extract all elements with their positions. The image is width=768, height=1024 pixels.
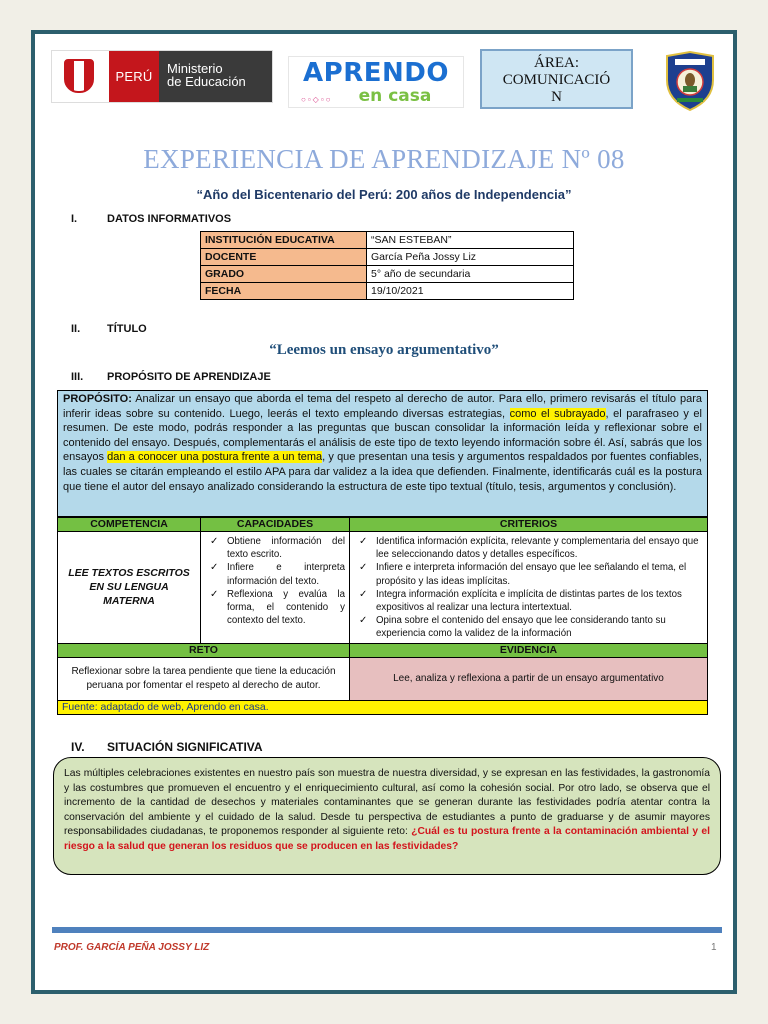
page-subtitle: “Año del Bicentenario del Perú: 200 años de Independencia” bbox=[196, 187, 572, 202]
section-proposito bbox=[71, 371, 271, 383]
list-item: ✓ Infiere e interpreta información del ensayo que lee señalando el tema, el propósito y las ideas implícitas. bbox=[354, 561, 703, 587]
datos-key: GRADO bbox=[201, 266, 367, 283]
section-number: III. bbox=[71, 371, 84, 383]
table-row bbox=[201, 283, 574, 300]
page-title: EXPERIENCIA DE APRENDIZAJE Nº 08 bbox=[143, 144, 625, 174]
list-item: ✓ Opina sobre el contenido del ensayo que lee considerando tanto su experiencia como la validez de la información bbox=[354, 614, 703, 640]
section-number: IV. bbox=[71, 740, 85, 754]
section-label: SITUACIÓN SIGNIFICATIVA bbox=[107, 740, 263, 754]
minedu-logo bbox=[51, 50, 273, 103]
en-casa-text: en casa bbox=[358, 86, 432, 106]
source-note: Fuente: adaptado de web, Aprendo en casa. bbox=[58, 700, 708, 714]
header-reto: RETO bbox=[58, 643, 350, 657]
list-item: ✓ Infiere e interpreta información del texto. bbox=[205, 561, 345, 587]
highlighted-text: dan a conocer una postura frente a un tema bbox=[107, 451, 323, 464]
area-line2: COMUNICACIÓ bbox=[502, 72, 611, 88]
peru-label: PERÚ bbox=[109, 51, 159, 102]
reto-text: Reflexionar sobre la tarea pendiente que tiene la educación peruana por fomentar el respeto al derecho de autor. bbox=[58, 657, 350, 700]
capacidades-cell bbox=[201, 532, 350, 644]
footer-author: PROF. GARCÍA PEÑA JOSSY LIZ bbox=[54, 942, 210, 953]
table-row bbox=[58, 532, 708, 644]
evidencia-text: Lee, analiza y reflexiona a partir de un ensayo argumentativo bbox=[350, 657, 708, 700]
section-label: PROPÓSITO DE APRENDIZAJE bbox=[107, 371, 271, 383]
datos-key: INSTITUCIÓN EDUCATIVA bbox=[201, 232, 367, 249]
school-crest-icon bbox=[663, 50, 717, 112]
header-competencia: COMPETENCIA bbox=[58, 518, 201, 532]
list-item: ✓ Integra información explícita e implícita de distintas partes de los textos expositivos al realizar una lectura intertextual. bbox=[354, 588, 703, 614]
list-item: ✓ Obtiene información del texto escrito. bbox=[205, 535, 345, 561]
ministry-label bbox=[159, 51, 272, 102]
criterios-cell bbox=[350, 532, 708, 644]
table-row bbox=[201, 249, 574, 266]
ministry-line1: Ministerio bbox=[167, 61, 223, 76]
document-page bbox=[31, 30, 737, 994]
table-header-row bbox=[58, 518, 708, 532]
proposito-text: , el parafraseo y el resumen. De este modo, podrás responder a las preguntas que buscan consolidar la información leída y reflexionar sobre el contenido del ensayo. Después, complementarás el análisis de este tipo de texto leyendo información sobre él. Así, sabrás que los ensayos bbox=[63, 407, 702, 464]
datos-key: DOCENTE bbox=[201, 249, 367, 266]
proposito-box bbox=[57, 390, 708, 517]
proposito-text: Analizar un ensayo que aborda el tema del respeto al derecho de autor. Para ello, primero revisarás el título para inferir ideas sobre su contenido. Luego, leerás el texto empleando diversas estrategias, bbox=[63, 393, 702, 420]
lesson-title: “Leemos un ensayo argumentativo” bbox=[269, 342, 499, 358]
header-capacidades: CAPACIDADES bbox=[201, 518, 350, 532]
highlighted-text: como el subrayado bbox=[509, 407, 606, 420]
footer-divider bbox=[52, 927, 722, 933]
header-criterios: CRITERIOS bbox=[350, 518, 708, 532]
table-row bbox=[201, 232, 574, 249]
situacion-question: ¿Cuál es tu postura frente a la contaminación ambiental y el riesgo a la salud que generan los residuos que se producen en las festividades? bbox=[64, 826, 710, 852]
competencia-name: LEE TEXTOS ESCRITOS EN SU LENGUA MATERNA bbox=[58, 532, 201, 644]
list-item: ✓ Identifica información explícita, relevante y complementaria del ensayo que lee seleccionando datos y detalles específicos. bbox=[354, 535, 703, 561]
table-header-row bbox=[58, 643, 708, 657]
competencias-table bbox=[57, 517, 708, 715]
table-row bbox=[201, 266, 574, 283]
area-line1: ÁREA: bbox=[534, 55, 579, 71]
table-row bbox=[58, 657, 708, 700]
decorative-dots-icon: ○▫◇▫○ bbox=[301, 95, 333, 104]
aprendo-text: APRENDO bbox=[303, 58, 449, 88]
section-label: TÍTULO bbox=[107, 323, 147, 335]
table-row bbox=[58, 700, 708, 714]
situacion-box bbox=[53, 757, 721, 875]
section-number: II. bbox=[71, 323, 81, 335]
section-number: I. bbox=[71, 213, 78, 225]
section-label: DATOS INFORMATIVOS bbox=[107, 213, 232, 225]
page-number: 1 bbox=[711, 942, 717, 953]
datos-value: “SAN ESTEBAN” bbox=[367, 232, 574, 249]
area-box bbox=[480, 49, 633, 109]
datos-value: 5° año de secundaria bbox=[367, 266, 574, 283]
section-datos-informativos bbox=[71, 213, 231, 225]
datos-value: García Peña Jossy Liz bbox=[367, 249, 574, 266]
list-item: ✓ Reflexiona y evalúa la forma, el contenido y contexto del texto. bbox=[205, 588, 345, 628]
header-evidencia: EVIDENCIA bbox=[350, 643, 708, 657]
peru-crest-icon bbox=[52, 51, 109, 102]
section-situacion bbox=[71, 740, 263, 754]
area-line3: N bbox=[551, 89, 562, 105]
proposito-label: PROPÓSITO: bbox=[63, 393, 132, 405]
proposito-text: , y que presentan una tesis y argumentos respaldados por fuentes confiables, las cuales se citarán empleando el estilo APA para dar validez a la idea que defienden. Finalmente, identificarás cuál es la postura que tiene el autor del ensayo analizado considerando la estructura de este tipo textual (título, tesis, argumentos y conclusión). bbox=[63, 451, 702, 493]
datos-key: FECHA bbox=[201, 283, 367, 300]
ministry-line2: de Educación bbox=[167, 74, 246, 89]
datos-table bbox=[200, 231, 574, 300]
aprendo-en-casa-logo bbox=[288, 56, 464, 108]
situacion-text: Las múltiples celebraciones existentes en nuestro país son muestra de nuestra diversidad, y se expresan en las festividades, la gastronomía y las costumbres que promueven el encuentro y el enriquecimiento cultural, así como la cohesión social. Por otro lado, se observa que el incremento de la cantidad de desechos y materiales contaminantes que se generan durante las festividades podría atentar contra la conservación del ambiente y el cuidado de la salud. Desde tu perspectiva de estudiantes a punto de graduarse y de asumir mayores responsabilidades ciudadanas, te proponemos responder al siguiente reto: bbox=[64, 768, 710, 837]
datos-value: 19/10/2021 bbox=[367, 283, 574, 300]
section-titulo bbox=[71, 323, 147, 335]
